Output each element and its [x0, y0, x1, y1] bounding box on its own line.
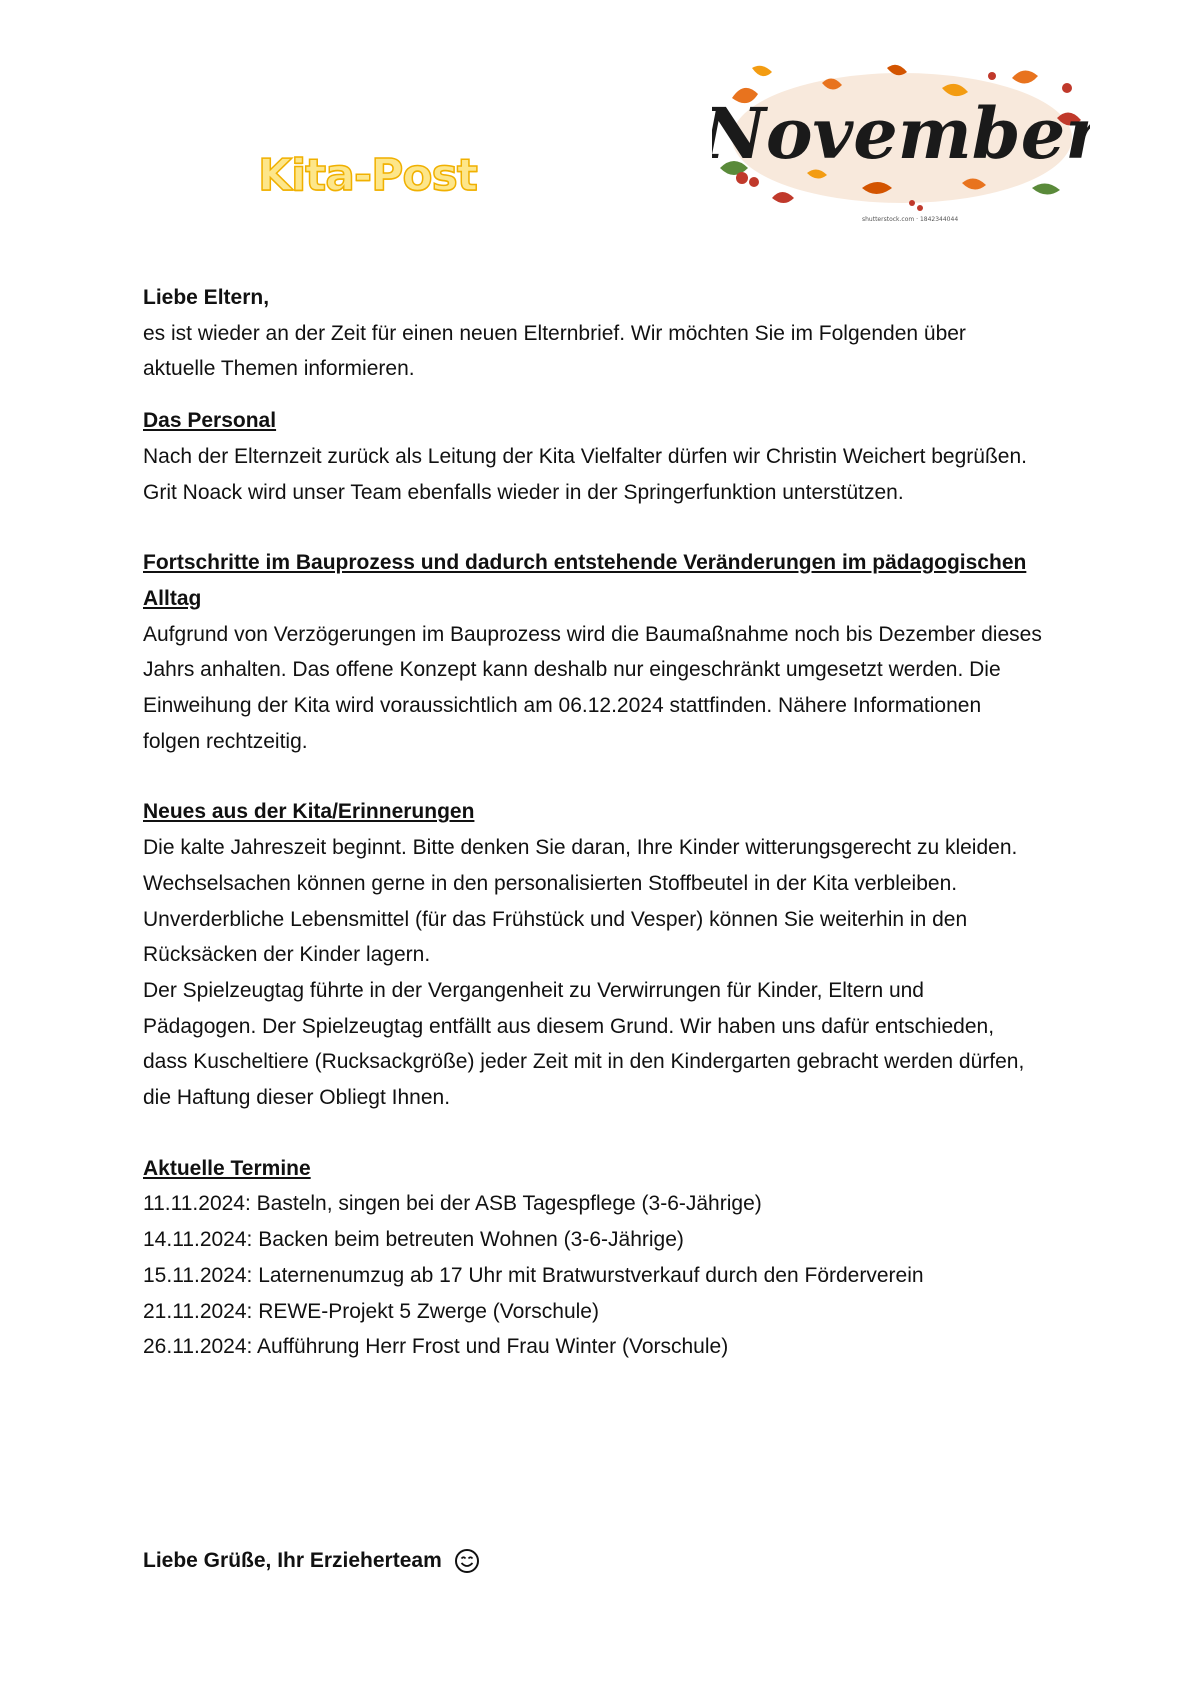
list-item: 21.11.2024: REWE-Projekt 5 Zwerge (Vorschule) [143, 1299, 599, 1323]
banner-credit: shutterstock.com · 1842344044 [862, 216, 959, 223]
section-paragraph: Der Spielzeugtag führte in der Vergangenheit zu Verwirrungen für Kinder, Eltern und Pädagogen. Der Spielzeugtag entfällt aus diesem Grund. Wir haben uns dafür entschieden, dass Kuscheltiere (Rucksackgröße) jeder Zeit mit in den Kindergarten gebracht werden dürfen, die Haftung dieser Obliegt Ihnen. [143, 978, 1025, 1110]
section-heading-personal: Das Personal [143, 409, 277, 433]
termine-list [143, 1186, 1043, 1365]
list-item: 26.11.2024: Aufführung Herr Frost und Frau Winter (Vorschule) [143, 1335, 729, 1359]
section-paragraph: Nach der Elternzeit zurück als Leitung der Kita Vielfalter dürfen wir Christin Weichert begrüßen. Grit Noack wird unser Team ebenfalls wieder in der Springerfunktion unterstützen. [143, 444, 1027, 504]
smiley-icon [454, 1548, 480, 1574]
section-heading-termine: Aktuelle Termine [143, 1156, 311, 1180]
closing-text: Liebe Grüße, Ihr Erzieherteam [143, 1549, 442, 1572]
letter-body [143, 280, 1043, 1365]
banner-word: November [712, 92, 1090, 175]
section-paragraph: Die kalte Jahreszeit beginnt. Bitte denken Sie daran, Ihre Kinder witterungsgerecht zu kleiden. Wechselsachen können gerne in den personalisierten Stoffbeutel in der Kita verbleiben. Unverderbliche Lebensmittel (für das Frühstück und Vesper) können Sie weiterhin in den Rücksäcken der Kinder lagern. [143, 836, 1018, 967]
kita-post-title: Kita-Post [258, 150, 477, 201]
section-paragraph: Aufgrund von Verzögerungen im Bauprozess wird die Baumaßnahme noch bis Dezember dieses Jahrs anhalten. Das offene Konzept kann deshalb nur eingeschränkt umgesetzt werden. Die Einweihung der Kita wird voraussichtlich am 06.12.2024 stattfinden. Nähere Informationen folgen rechtzeitig. [143, 622, 1042, 753]
autumn-leaves-icon [712, 58, 1090, 228]
section-heading-bauprozess: Fortschritte im Bauprozess und dadurch entstehende Veränderungen im pädagogischen Alltag [143, 551, 1027, 610]
list-item: 14.11.2024: Backen beim betreuten Wohnen (3-6-Jährige) [143, 1228, 684, 1252]
greeting: Liebe Eltern, [143, 286, 270, 309]
closing-line [143, 1545, 480, 1577]
section-heading-neues: Neues aus der Kita/Erinnerungen [143, 800, 475, 824]
list-item: 15.11.2024: Laternenumzug ab 17 Uhr mit Bratwurstverkauf durch den Förderverein [143, 1263, 924, 1287]
list-item: 11.11.2024: Basteln, singen bei der ASB Tagespflege (3-6-Jährige) [143, 1192, 762, 1216]
november-banner [712, 58, 1090, 228]
intro-paragraph: es ist wieder an der Zeit für einen neuen Elternbrief. Wir möchten Sie im Folgenden über aktuelle Themen informieren. [143, 321, 966, 381]
